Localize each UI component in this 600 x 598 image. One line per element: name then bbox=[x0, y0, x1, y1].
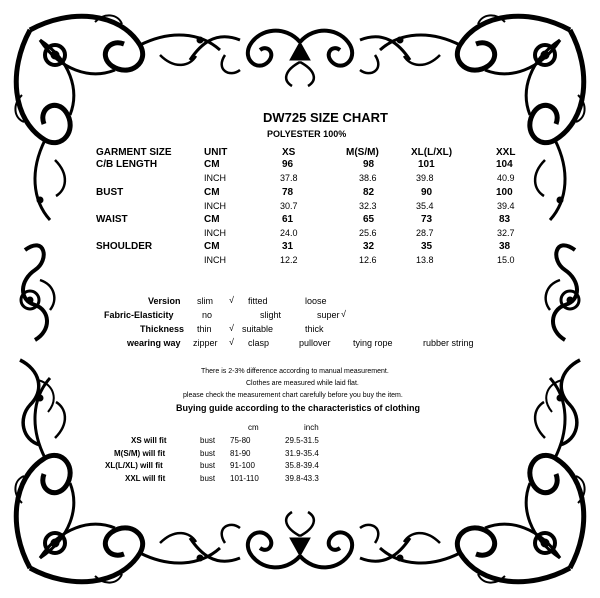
guide-row-label: M(S/M) will fit bbox=[114, 449, 166, 458]
cell-value: 13.8 bbox=[416, 255, 434, 265]
note-line: please check the measurement chart carefully before you buy the item. bbox=[183, 392, 403, 399]
unit-inch: INCH bbox=[204, 255, 226, 265]
guide-row-label: XXL will fit bbox=[125, 474, 166, 483]
guide-row-label: XL(L/XL) will fit bbox=[105, 461, 163, 470]
cell-value: 15.0 bbox=[497, 255, 515, 265]
unit-cm: CM bbox=[204, 214, 220, 225]
unit-cm: CM bbox=[204, 187, 220, 198]
cell-value: 96 bbox=[282, 159, 294, 170]
guide-part: bust bbox=[200, 436, 216, 445]
cell-value: 90 bbox=[421, 187, 433, 198]
guide-part: bust bbox=[200, 461, 216, 470]
cell-value: 32.7 bbox=[497, 228, 515, 238]
cell-value: 78 bbox=[282, 187, 294, 198]
cell-value: 31 bbox=[282, 241, 294, 252]
option-pullover: pullover bbox=[299, 338, 331, 348]
option-slim: slim bbox=[197, 296, 213, 306]
guide-row-label: XS will fit bbox=[131, 436, 167, 445]
label-version: Version bbox=[148, 296, 181, 306]
guide-inch: 39.8-43.3 bbox=[285, 474, 319, 483]
row-label-waist: WAIST bbox=[96, 214, 128, 225]
cell-value: 40.9 bbox=[497, 173, 515, 183]
option-clasp: clasp bbox=[248, 338, 270, 348]
cell-value: 24.0 bbox=[280, 228, 298, 238]
cell-value: 32 bbox=[363, 241, 375, 252]
cell-value: 38.6 bbox=[359, 173, 377, 183]
cell-value: 73 bbox=[421, 214, 433, 225]
row-label-shoulder: SHOULDER bbox=[96, 241, 153, 252]
unit-inch: INCH bbox=[204, 201, 226, 211]
option-rubber-string: rubber string bbox=[423, 338, 474, 348]
option-suitable: suitable bbox=[242, 324, 274, 334]
cell-value: 35.4 bbox=[416, 201, 434, 211]
header-xs: XS bbox=[282, 147, 296, 158]
cell-value: 25.6 bbox=[359, 228, 377, 238]
cell-value: 37.8 bbox=[280, 173, 298, 183]
chart-title: DW725 SIZE CHART bbox=[263, 110, 388, 125]
unit-cm: CM bbox=[204, 241, 220, 252]
cell-value: 39.8 bbox=[416, 173, 434, 183]
cell-value: 61 bbox=[282, 214, 294, 225]
guide-cm: 101-110 bbox=[230, 474, 259, 483]
guide-inch: 31.9-35.4 bbox=[285, 449, 319, 458]
label-thickness: Thickness bbox=[140, 324, 185, 334]
cell-value: 101 bbox=[418, 159, 435, 170]
header-garment-size: GARMENT SIZE bbox=[96, 147, 172, 158]
guide-inch: 35.8-39.4 bbox=[285, 461, 319, 470]
option-slight: slight bbox=[260, 310, 282, 320]
cell-value: 12.6 bbox=[359, 255, 377, 265]
label-fabric-elasticity: Fabric-Elasticity bbox=[104, 310, 174, 320]
header-xxl: XXL bbox=[496, 147, 516, 158]
cell-value: 35 bbox=[421, 241, 433, 252]
cell-value: 32.3 bbox=[359, 201, 377, 211]
note-line: There is 2-3% difference according to manual measurement. bbox=[201, 368, 389, 375]
guide-inch: 29.5-31.5 bbox=[285, 436, 319, 445]
header-m: M(S/M) bbox=[346, 147, 379, 158]
option-thick: thick bbox=[305, 324, 324, 334]
option-zipper: zipper bbox=[193, 338, 218, 348]
guide-cm: 75-80 bbox=[230, 436, 251, 445]
check-icon: √ bbox=[229, 337, 234, 347]
guide-part: bust bbox=[200, 474, 216, 483]
cell-value: 30.7 bbox=[280, 201, 298, 211]
cell-value: 12.2 bbox=[280, 255, 298, 265]
guide-header-inch: inch bbox=[304, 423, 319, 432]
buying-guide-title: Buying guide according to the characteristics of clothing bbox=[176, 403, 421, 413]
guide-cm: 91-100 bbox=[230, 461, 255, 470]
cell-value: 28.7 bbox=[416, 228, 434, 238]
unit-inch: INCH bbox=[204, 228, 226, 238]
check-icon: √ bbox=[229, 323, 234, 333]
cell-value: 98 bbox=[363, 159, 375, 170]
row-label-bust: BUST bbox=[96, 187, 124, 198]
row-label-cb-length: C/B LENGTH bbox=[96, 159, 158, 170]
option-tying-rope: tying rope bbox=[353, 338, 393, 348]
option-super: super bbox=[317, 310, 340, 320]
note-line: Clothes are measured while laid flat. bbox=[246, 380, 359, 387]
header-unit: UNIT bbox=[204, 147, 228, 158]
guide-part: bust bbox=[200, 449, 216, 458]
option-loose: loose bbox=[305, 296, 327, 306]
unit-inch: INCH bbox=[204, 173, 226, 183]
cell-value: 82 bbox=[363, 187, 375, 198]
guide-cm: 81-90 bbox=[230, 449, 251, 458]
cell-value: 65 bbox=[363, 214, 375, 225]
check-icon: √ bbox=[229, 295, 234, 305]
material-text: POLYESTER 100% bbox=[267, 129, 347, 139]
check-icon: √ bbox=[341, 309, 346, 319]
label-wearing-way: wearing way bbox=[127, 338, 181, 348]
cell-value: 38 bbox=[499, 241, 511, 252]
unit-cm: CM bbox=[204, 159, 220, 170]
option-no: no bbox=[202, 310, 213, 320]
cell-value: 83 bbox=[499, 214, 511, 225]
option-thin: thin bbox=[197, 324, 212, 334]
header-xl: XL(L/XL) bbox=[411, 147, 453, 158]
guide-header-cm: cm bbox=[248, 423, 259, 432]
option-fitted: fitted bbox=[248, 296, 268, 306]
cell-value: 104 bbox=[496, 159, 513, 170]
cell-value: 39.4 bbox=[497, 201, 515, 211]
cell-value: 100 bbox=[496, 187, 513, 198]
